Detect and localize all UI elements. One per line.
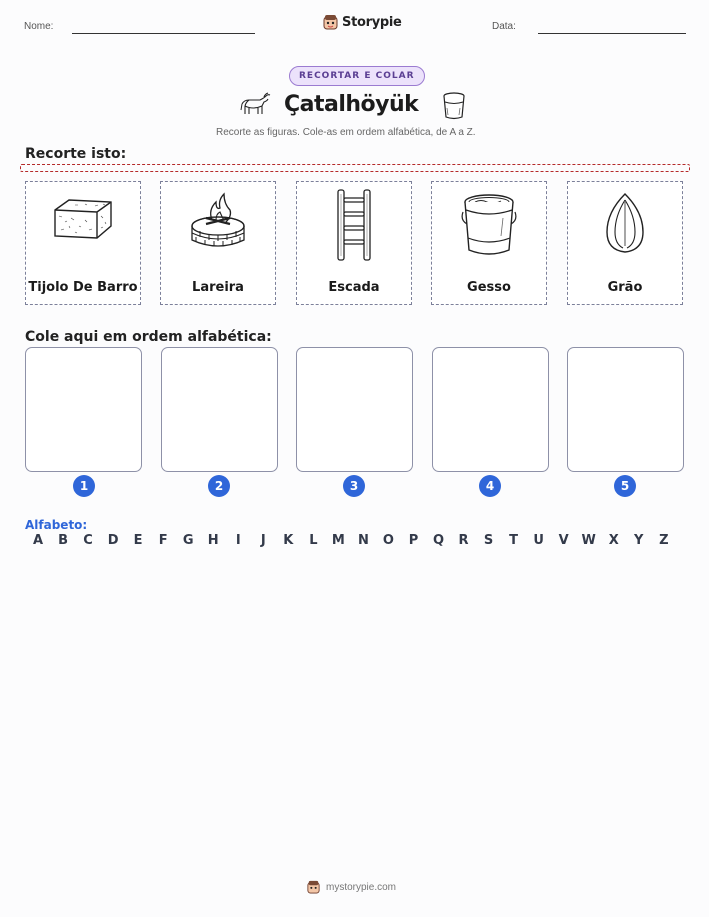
- cut-card-grao[interactable]: [567, 181, 683, 305]
- alphabet-letter: B: [58, 533, 68, 548]
- footer-url[interactable]: mystorypie.com: [326, 881, 397, 893]
- date-label: Data:: [492, 21, 516, 32]
- alphabet-letter: D: [107, 533, 119, 548]
- page-title: Çatalhöyük: [284, 92, 419, 117]
- alphabet-letter: T: [509, 533, 519, 548]
- cut-card-escada[interactable]: [296, 181, 412, 305]
- alphabet-letter: Z: [659, 533, 669, 548]
- date-line[interactable]: [538, 33, 686, 34]
- alphabet-letter: M: [331, 533, 345, 548]
- slot-number-2: 2: [208, 475, 230, 497]
- cut-card-lareira[interactable]: [160, 181, 276, 305]
- alphabet-letter: O: [382, 533, 394, 548]
- cut-section-title: Recorte isto:: [25, 146, 127, 162]
- card-label: Gesso: [467, 280, 511, 295]
- alphabet-letter: K: [283, 533, 294, 548]
- jar-icon: [441, 91, 467, 125]
- alphabet-title: Alfabeto:: [25, 518, 88, 532]
- grain-icon: [601, 190, 649, 260]
- alphabet-letter: Q: [432, 533, 445, 548]
- bull-icon: [238, 92, 272, 122]
- storypie-mascot-icon: [307, 880, 320, 894]
- card-label: Lareira: [192, 280, 244, 295]
- alphabet-letter: P: [408, 533, 419, 548]
- storypie-mascot-icon: [323, 14, 338, 30]
- alphabet-letter: E: [133, 533, 143, 548]
- paste-slot-3[interactable]: [296, 347, 413, 472]
- plaster-bucket-icon: [459, 190, 519, 262]
- name-line[interactable]: [72, 33, 255, 34]
- cut-card-tijolo-de-barro[interactable]: [25, 181, 141, 305]
- alphabet-letter: H: [207, 533, 219, 548]
- slot-number-5: 5: [614, 475, 636, 497]
- card-label: Tijolo De Barro: [28, 280, 138, 295]
- paste-section-title: Cole aqui em ordem alfabética:: [25, 329, 272, 345]
- instructions: Recorte as figuras. Cole-as em ordem alfabética, de A a Z.: [216, 127, 476, 138]
- brand-name: Storypie: [342, 14, 402, 30]
- alphabet-letter: G: [182, 533, 194, 548]
- storypie-logo: [323, 14, 402, 30]
- alphabet-letter: W: [581, 533, 596, 548]
- paste-slot-2[interactable]: [161, 347, 278, 472]
- alphabet-letter: J: [260, 533, 266, 548]
- mud-brick-icon: [49, 192, 117, 250]
- alphabet-letter: R: [458, 533, 469, 548]
- slot-number-3: 3: [343, 475, 365, 497]
- alphabet-letter: F: [158, 533, 168, 548]
- alphabet-letter: L: [309, 533, 318, 548]
- alphabet-letter: C: [83, 533, 93, 548]
- footer: [307, 880, 396, 894]
- paste-slot-4[interactable]: [432, 347, 549, 472]
- activity-badge: RECORTAR E COLAR: [289, 66, 425, 86]
- slot-number-4: 4: [479, 475, 501, 497]
- alphabet-letter: N: [357, 533, 369, 548]
- alphabet-letter: V: [558, 533, 569, 548]
- alphabet-letter: X: [608, 533, 619, 548]
- slot-number-1: 1: [73, 475, 95, 497]
- name-label: Nome:: [24, 21, 54, 32]
- alphabet-letter: U: [533, 533, 544, 548]
- cut-line: [20, 164, 690, 172]
- alphabet-letter: Y: [634, 533, 644, 548]
- ladder-icon: [332, 188, 376, 266]
- paste-slot-5[interactable]: [567, 347, 684, 472]
- alphabet-letter: A: [32, 533, 44, 548]
- fire-pit-icon: [186, 190, 250, 254]
- alphabet-letter: S: [483, 533, 494, 548]
- alphabet-row: [30, 533, 672, 548]
- alphabet-letter: I: [235, 533, 241, 548]
- cut-card-gesso[interactable]: [431, 181, 547, 305]
- card-label: Escada: [328, 280, 380, 295]
- card-label: Grão: [607, 280, 643, 295]
- paste-slot-1[interactable]: [25, 347, 142, 472]
